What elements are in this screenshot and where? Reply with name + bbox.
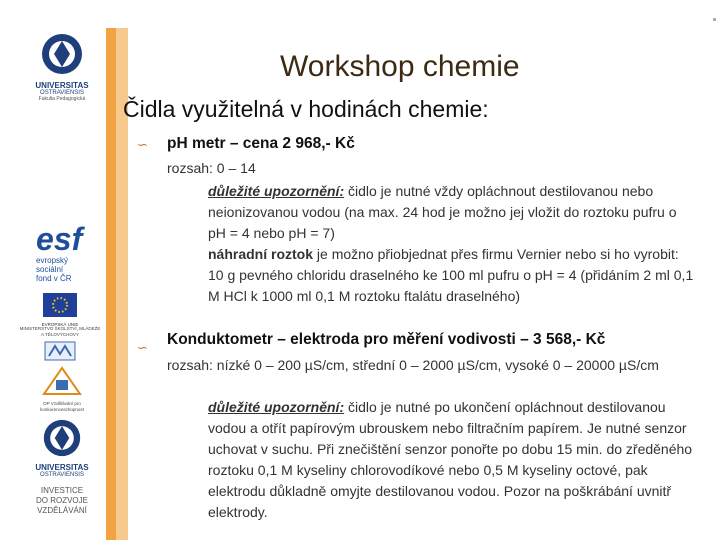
note-label: důležité upozornění: bbox=[208, 399, 345, 415]
logo-top-main: UNIVERSITAS bbox=[35, 81, 89, 90]
investice-line-2: DO ROZVOJE bbox=[35, 496, 88, 505]
logo-top-small: Fakulta Pedagogická bbox=[38, 96, 86, 102]
item-note bbox=[208, 397, 696, 523]
slide-title: Workshop chemie bbox=[280, 50, 520, 83]
corner-mark bbox=[713, 18, 716, 21]
university-logo-top bbox=[22, 32, 102, 102]
slide-subtitle: Čidla využitelná v hodinách chemie: bbox=[123, 96, 489, 122]
investice-line-3: VZDĚLÁVÁNÍ bbox=[37, 506, 87, 515]
extra-label: náhradní roztok bbox=[208, 246, 314, 262]
op-label: OP Vzdělávání pro konkurenceschopnost bbox=[40, 401, 84, 412]
item-range: rozsah: 0 – 14 bbox=[167, 160, 256, 176]
bullet-icon: ∽ bbox=[137, 340, 148, 355]
item-heading: Konduktometr – elektroda pro měření vodivosti – 3 568,- Kč bbox=[167, 331, 606, 348]
eu-flag-icon bbox=[43, 293, 77, 317]
op-emblem-icon bbox=[42, 366, 82, 396]
logo-bottom-main: UNIVERSITAS bbox=[35, 463, 89, 472]
note-text: čidlo je nutné vždy opláchnout destilovanou nebo neionizovanou vodou (na max. 24 hod je možno jej vložit do roztoku pufru o pH = 4 nebo pH = 7) bbox=[208, 183, 677, 241]
msmt-label: MINISTERSTVO ŠKOLSTVÍ, MLÁDEŽE A TĚLOVÝCHOVY bbox=[19, 326, 101, 337]
item-range: rozsah: nízké 0 – 200 µS/cm, střední 0 – 2000 µS/cm, vysoké 0 – 20000 µS/cm bbox=[167, 357, 659, 373]
logo-bottom-sub: OSTRAVIENSIS bbox=[40, 472, 84, 478]
esf-line-2: sociální bbox=[36, 265, 64, 274]
university-emblem-bottom-icon bbox=[42, 418, 82, 458]
logo-sidebar bbox=[0, 0, 110, 540]
esf-line-3: fond v ČR bbox=[36, 274, 72, 283]
extra-text: je možno přiobjednat přes firmu Vernier nebo si ho vyrobit: 10 g pevného chloridu draselného ke 100 ml pufru o pH = 4 (přidáním 2 ml 0,1 M HCl k 1000 ml 0,1 M roztoku ftalátu draselného) bbox=[208, 246, 694, 304]
investice-text bbox=[22, 486, 102, 516]
item-extra bbox=[208, 244, 696, 307]
esf-line-1: evropský bbox=[36, 256, 69, 265]
university-logo-bottom bbox=[22, 418, 102, 478]
eu-label: EVROPSKÁ UNIE bbox=[41, 322, 79, 327]
logo-top-sub: OSTRAVIENSIS bbox=[40, 90, 84, 96]
investice-line-1: INVESTICE bbox=[40, 486, 84, 495]
item-heading: pH metr – cena 2 968,- Kč bbox=[167, 135, 355, 152]
bullet-icon: ∽ bbox=[137, 137, 148, 152]
msmt-emblem-icon bbox=[43, 340, 77, 362]
eu-flag bbox=[40, 293, 80, 327]
note-label: důležité upozornění: bbox=[208, 183, 345, 199]
university-emblem-icon bbox=[40, 32, 84, 76]
op-logo bbox=[22, 366, 102, 413]
item-note bbox=[208, 181, 696, 244]
esf-mark: esf bbox=[36, 221, 83, 257]
note-text: čidlo je nutné po ukončení opláchnout destilovanou vodou a otřít papírovým ubrouskem nebo filtračním papírem. Je nutné senzor uchovat v suchu. Při znečištění senzor ponořte po dobu 15 min. do zředěného roztoku 0,1 M kyseliny chlorovodíkové nebo 0,5 M kyseliny octové, pak elektrodu důkladně omyjte destilovanou vodou. Pozor na poškrábání uvnitř elektrody. bbox=[208, 399, 693, 520]
msmt-logo bbox=[18, 326, 102, 367]
esf-logo bbox=[36, 222, 96, 283]
